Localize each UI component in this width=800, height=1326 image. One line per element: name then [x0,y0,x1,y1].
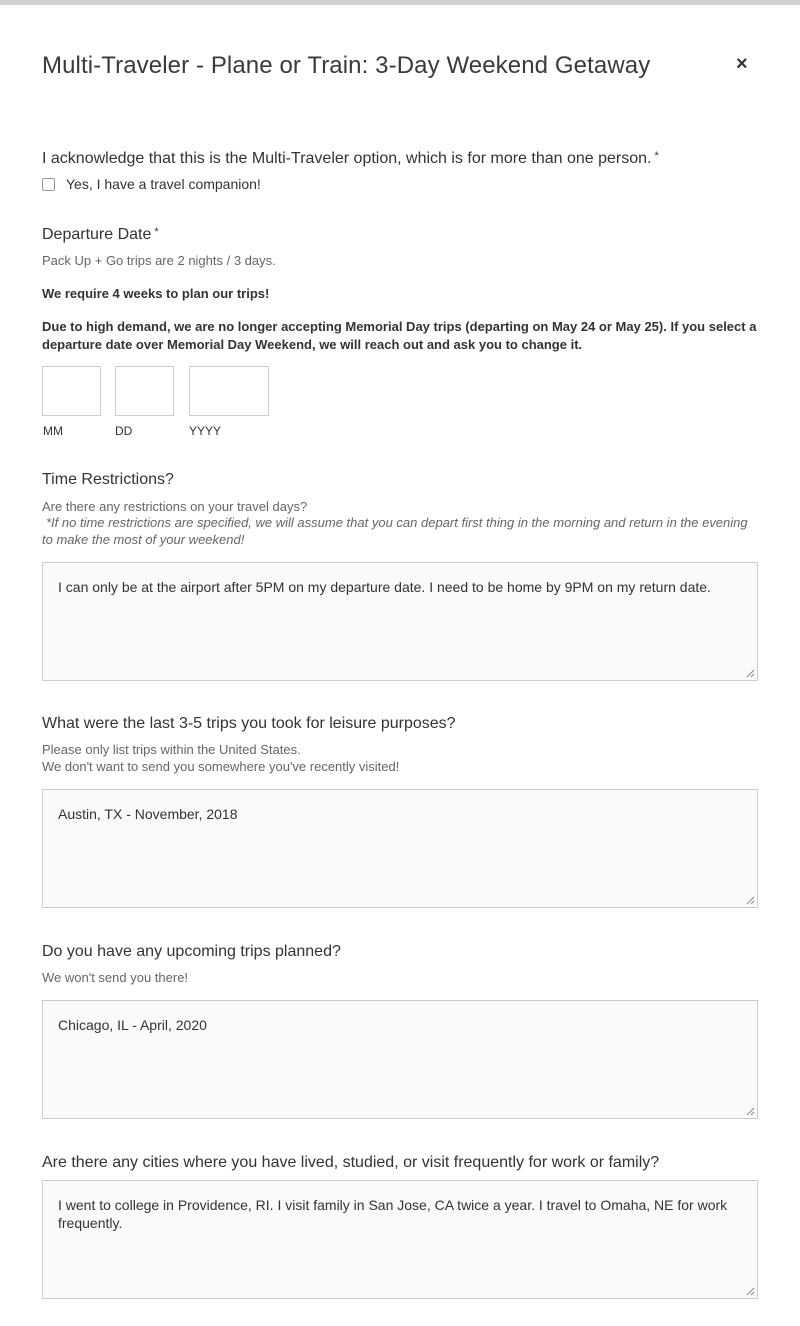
required-mark: * [154,226,159,238]
year-label: YYYY [189,424,222,438]
departure-note-memorial: Due to high demand, we are no longer accepting Memorial Day trips (departing on May 24 or May 25). If you select a departure date over Memorial Day Weekend, we will reach out and ask you to change it. [42,319,757,352]
time-restrictions-label: Time Restrictions? [42,471,174,488]
top-border [0,0,800,5]
cities-value: I went to college in Providence, RI. I visit family in San Jose, CA twice a year. I travel to Omaha, NE for work frequently. [58,1197,728,1231]
day-input[interactable] [115,366,174,416]
close-icon[interactable]: × [736,53,748,75]
companion-checkbox-row[interactable] [42,176,261,192]
resize-grip-icon[interactable] [746,896,755,905]
month-input[interactable] [42,366,101,416]
resize-grip-icon[interactable] [746,669,755,678]
acknowledge-question-text: I acknowledge that this is the Multi-Traveler option, which is for more than one person. [42,150,652,167]
past-trips-label: What were the last 3-5 trips you took for leisure purposes? [42,715,456,732]
past-trips-help-2: We don't want to send you somewhere you've recently visited! [42,759,400,774]
cities-textarea[interactable] [42,1180,758,1299]
companion-checkbox[interactable] [42,178,55,191]
month-label: MM [43,424,63,438]
departure-date-label-text: Departure Date [42,226,152,243]
resize-grip-icon[interactable] [746,1287,755,1296]
dialog-title: Multi-Traveler - Plane or Train: 3-Day Weekend Getaway [42,52,651,79]
upcoming-trips-textarea[interactable] [42,1000,758,1119]
upcoming-trips-help: We won't send you there! [42,970,189,985]
time-restrictions-note: *If no time restrictions are specified, we will assume that you can depart first thing in the morning and return in the evening to make the most of your weekend! [42,515,748,547]
departure-help: Pack Up + Go trips are 2 nights / 3 days. [42,253,276,268]
companion-checkbox-label[interactable]: Yes, I have a travel companion! [66,176,261,192]
past-trips-textarea[interactable] [42,789,758,908]
departure-date-label [42,226,159,244]
departure-note-weeks: We require 4 weeks to plan our trips! [42,286,270,301]
day-label: DD [115,424,133,438]
cities-label: Are there any cities where you have lived, studied, or visit frequently for work or family? [42,1154,660,1171]
upcoming-trips-value: Chicago, IL - April, 2020 [58,1017,207,1033]
past-trips-value: Austin, TX - November, 2018 [58,806,238,822]
upcoming-trips-label: Do you have any upcoming trips planned? [42,943,341,960]
time-restrictions-value: I can only be at the airport after 5PM on my departure date. I need to be home by 9PM on my return date. [58,579,711,595]
required-mark: * [654,150,659,162]
resize-grip-icon[interactable] [746,1107,755,1116]
past-trips-help-1: Please only list trips within the United States. [42,742,301,757]
acknowledge-question [42,150,659,168]
time-restrictions-textarea[interactable] [42,562,758,681]
time-restrictions-help: Are there any restrictions on your travel days? [42,499,308,514]
year-input[interactable] [189,366,269,416]
